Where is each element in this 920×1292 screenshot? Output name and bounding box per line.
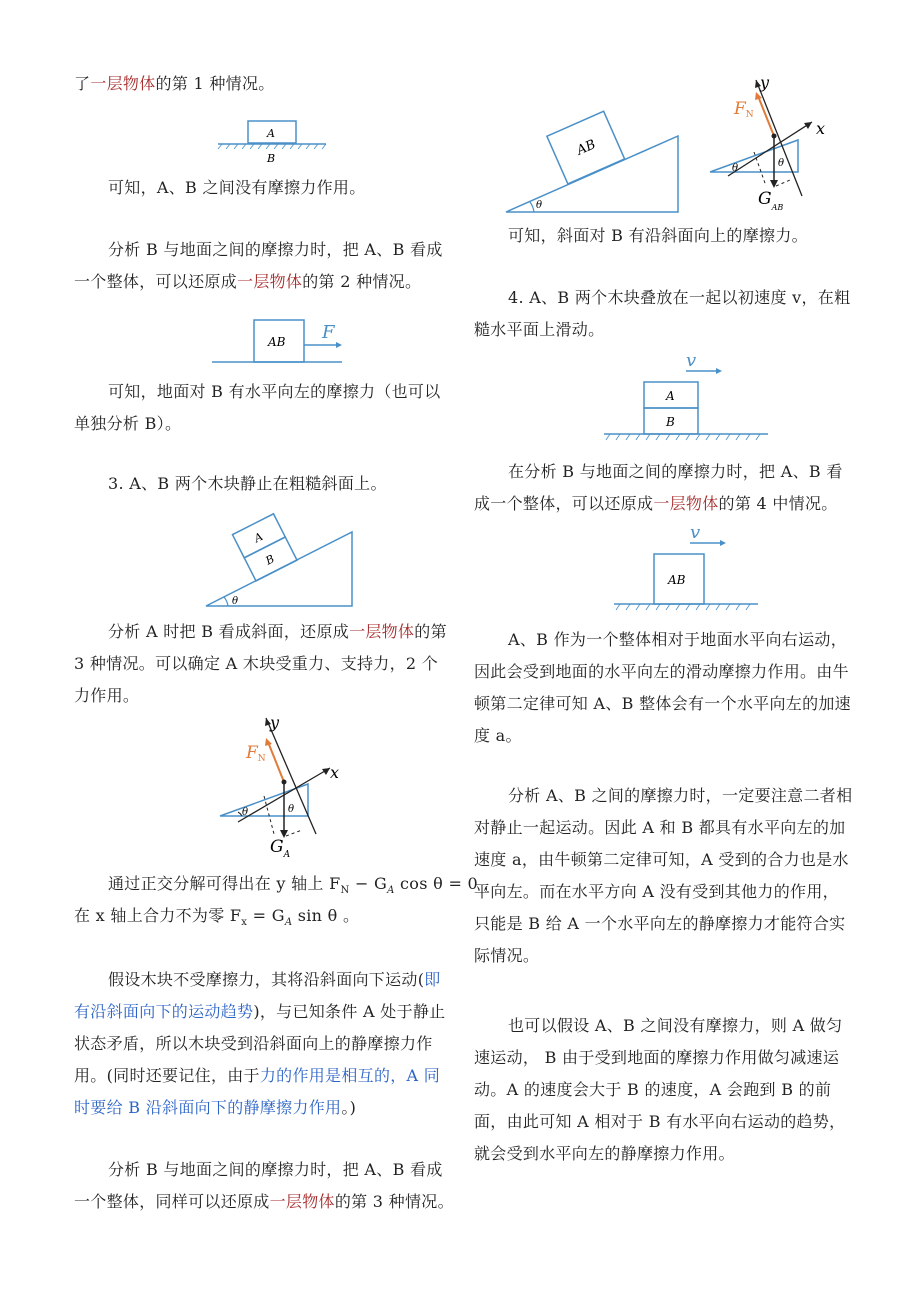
- fig4-label-theta1: θ: [242, 807, 249, 818]
- left-paragraph-4: 可知，地面对 B 有水平向左的摩擦力（也可以单独分析 B）。: [74, 382, 441, 433]
- left-paragraph-3: 分析 B 与地面之间的摩擦力时，把 A、B 看成一个整体，可以还原成一层物体的第 2 种情况。: [74, 240, 443, 291]
- left-paragraph-2: 可知，A、B 之间没有摩擦力作用。: [108, 178, 366, 197]
- left-paragraph-5: 3. A、B 两个木块静止在粗糙斜面上。: [108, 474, 387, 493]
- fig6-label-theta2: θ: [778, 158, 785, 169]
- left-paragraph-10: 分析 B 与地面之间的摩擦力时，把 A、B 看成一个整体，同样可以还原成一层物体的第 3 种情况。: [74, 1160, 454, 1211]
- fig4-label-y: y: [270, 713, 280, 732]
- right-paragraph-3: 在分析 B 与地面之间的摩擦力时，把 A、B 看成一个整体，可以还原成一层物体的第 4 中情况。: [474, 462, 843, 513]
- figure-ab-with-velocity: [612, 524, 762, 610]
- fig2-label-f: F: [322, 322, 335, 343]
- fig3-label-theta: θ: [232, 596, 239, 607]
- figure-force-decomposition-a: [218, 712, 368, 862]
- fig5-label-theta: θ: [536, 200, 543, 211]
- fig7-label-b: B: [666, 415, 675, 429]
- left-paragraph-9: 假设木块不受摩擦力，其将沿斜面向下运动(即有沿斜面向下的运动趋势)，与已知条件 A 处于静止状态矛盾，所以木块受到沿斜面向上的静摩擦力作用。(同时还要记住，由于力的作用是相互的，A 同时要给 B 沿斜面向下的静摩擦力作用。): [74, 970, 446, 1117]
- left-paragraph-7: 通过正交分解可得出在 y 轴上 $F_N - G_A$ cos θ = 0 ，: [108, 874, 500, 897]
- fig6-label-theta1: θ: [732, 163, 739, 174]
- fig6-label-y: y: [760, 73, 770, 92]
- right-paragraph-1: 可知，斜面对 B 有沿斜面向上的摩擦力。: [508, 226, 808, 245]
- fig5-label-ab: AB: [574, 137, 599, 159]
- figure-block-on-ground: [216, 118, 336, 168]
- figure-ab-with-force-f: [210, 318, 350, 368]
- fig6-label-x: x: [816, 119, 826, 138]
- fig7-label-v: v: [686, 350, 697, 371]
- fig4-label-theta2: θ: [288, 804, 295, 815]
- figure-stacked-ab-with-velocity: [602, 352, 772, 442]
- figure-ab-on-incline: [504, 80, 684, 220]
- fig3-label-b: B: [263, 552, 277, 568]
- fig1-label-a: A: [267, 127, 275, 140]
- fig4-label-x: x: [330, 763, 340, 782]
- fig6-label-g: $G_{AB}$: [758, 189, 784, 212]
- left-paragraph-6: 分析 A 时把 B 看成斜面，还原成一层物体的第 3 种情况。可以确定 A 木块受重力、支持力，2 个力作用。: [74, 622, 447, 705]
- fig7-label-a: A: [666, 389, 675, 403]
- fig8-label-ab: AB: [668, 573, 686, 587]
- right-paragraph-4: A、B 作为一个整体相对于地面水平向右运动，因此会受到地面的水平向左的滑动摩擦力作用。由牛顿第二定律可知 A、B 整体会有一个水平向左的加速度 a。: [474, 630, 851, 745]
- fig6-label-fn: FN: [734, 99, 754, 120]
- fig8-label-v: v: [690, 522, 701, 543]
- figure-blocks-on-incline: [204, 508, 364, 608]
- left-paragraph-1: 了一层物体的第 1 种情况。: [74, 74, 275, 93]
- fig1-label-b: B: [267, 152, 276, 165]
- figure-force-decomposition-ab: [708, 72, 858, 222]
- right-paragraph-5: 分析 A、B 之间的摩擦力时，一定要注意二者相对静止一起运动。因此 A 和 B 都具有水平向左的加速度 a，由牛顿第二定律可知，A 受到的合力也是水平向左。而在水平方向 A 没有受到其他力的作用，只能是 B 给 A 一个水平向左的静摩擦力才能符合实际情况。: [474, 786, 853, 965]
- left-paragraph-8: 在 x 轴上合力不为零 $F_x = G_A$ sin θ 。: [74, 906, 360, 929]
- fig3-label-a: A: [252, 530, 266, 546]
- right-paragraph-2: 4. A、B 两个木块叠放在一起以初速度 v，在粗糙水平面上滑动。: [474, 288, 851, 339]
- fig2-label-ab: AB: [268, 335, 286, 349]
- fig4-label-fn: FN: [246, 743, 266, 764]
- right-paragraph-6: 也可以假设 A、B 之间没有摩擦力，则 A 做匀速运动， B 由于受到地面的摩擦力作用做匀减速运动。A 的速度会大于 B 的速度，A 会跑到 B 的前面，由此可知 A 相对于 B 有水平向右运动的趋势，就会受到水平向左的静摩擦力作用。: [474, 1016, 846, 1163]
- fig4-label-g: $G_A$: [270, 837, 291, 860]
